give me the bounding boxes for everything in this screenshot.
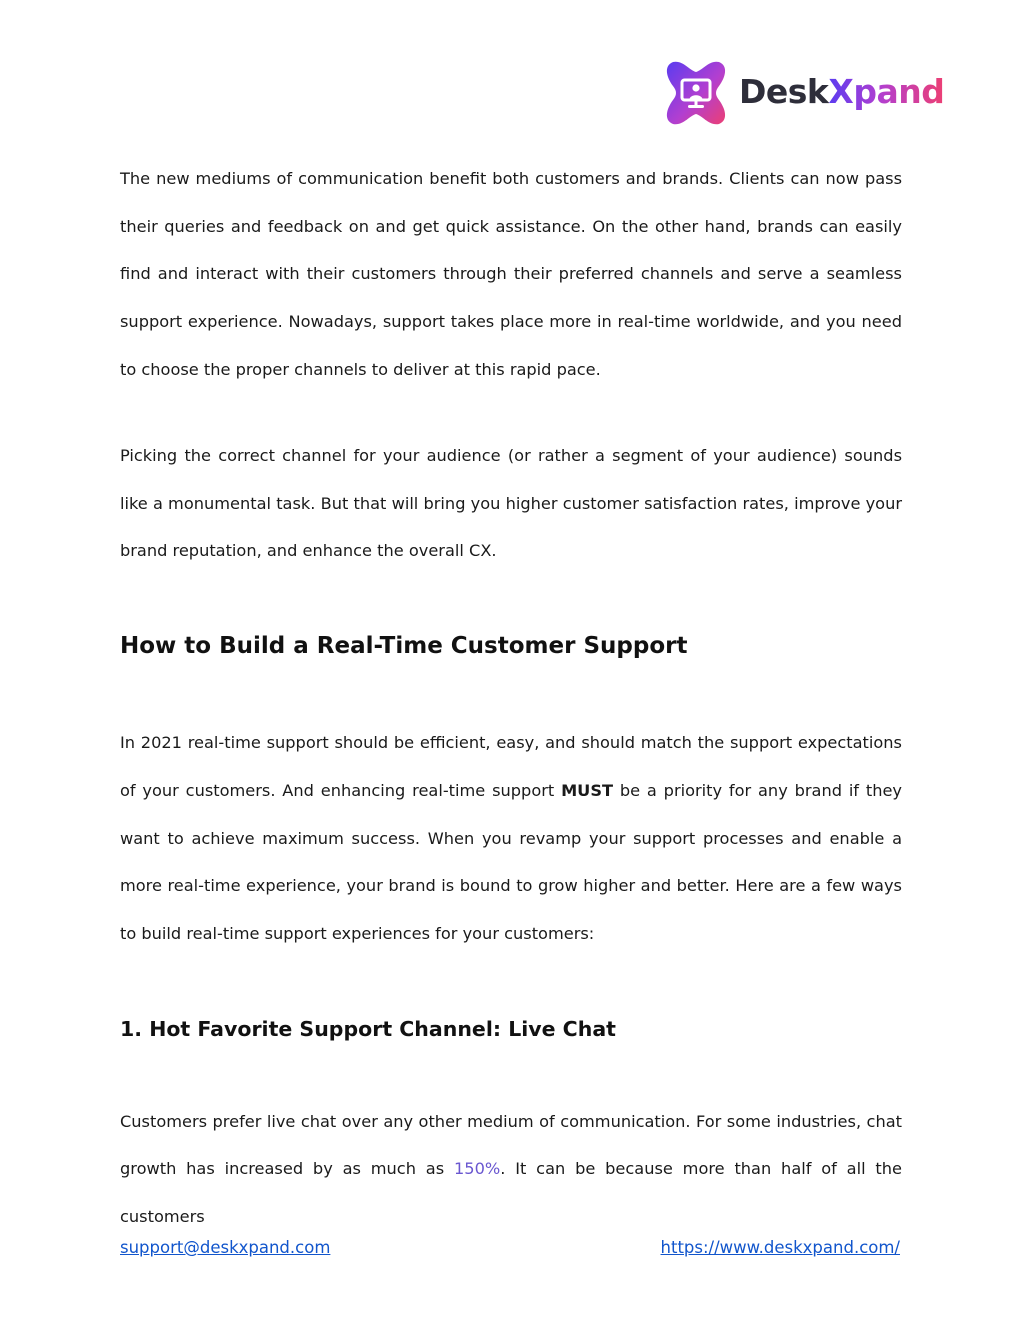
emphasis-text: MUST xyxy=(561,780,614,800)
subsection-heading-wrapper xyxy=(120,1014,902,1044)
document-body xyxy=(120,155,902,1241)
support-email-link[interactable]: support@deskxpand.com xyxy=(120,1238,331,1257)
brand-wordmark-xpand: Xpand xyxy=(828,72,945,111)
brand-wordmark-desk: Desk xyxy=(739,72,829,111)
paragraph-real-time-support xyxy=(120,719,902,958)
paragraph-text: Customers prefer live chat over any other medium of communication. For some industries, chat growth has increased by as much as xyxy=(120,1111,902,1179)
brand-wordmark xyxy=(739,72,944,111)
paragraph-intro: The new mediums of communication benefit both customers and brands. Clients can now pass their queries and feedback on and get quick assistance. On the other hand, brands can easily find and interact with their customers through their preferred channels and serve a seamless support experience. Nowadays, support takes place more in real-time worldwide, and you need to choose the proper channels to deliver at this rapid pace. xyxy=(120,169,902,379)
paragraph-channel-choice: Picking the correct channel for your audience (or rather a segment of your audience) sounds like a monumental task. But that will bring you higher customer satisfaction rates, improve your brand reputation, and enhance the overall CX. xyxy=(120,446,902,561)
subsection-heading: 1. Hot Favorite Support Channel: Live Chat xyxy=(120,1016,616,1041)
statistic-link[interactable]: 150% xyxy=(453,1159,501,1179)
brand-logo xyxy=(663,58,943,130)
paragraph-live-chat xyxy=(120,1098,902,1241)
paragraph-text: be a priority for any brand if they want to achieve maximum success. When you revamp your support processes and enable a more real-time experience, your brand is bound to grow higher and better. Here are a few ways to build real-time support experiences for your customers: xyxy=(120,780,902,943)
deskxpand-logo-icon xyxy=(663,58,729,128)
paragraph-text: . It can be because more than half of all the customers xyxy=(120,1159,902,1227)
section-heading-wrapper xyxy=(120,629,902,663)
website-link[interactable]: https://www.deskxpand.com/ xyxy=(660,1238,900,1257)
paragraph-text: In 2021 real-time support should be efficient, easy, and should match the support expectations of your customers. And enhancing real-time support xyxy=(120,733,902,800)
section-heading: How to Build a Real-Time Customer Support xyxy=(120,633,688,660)
